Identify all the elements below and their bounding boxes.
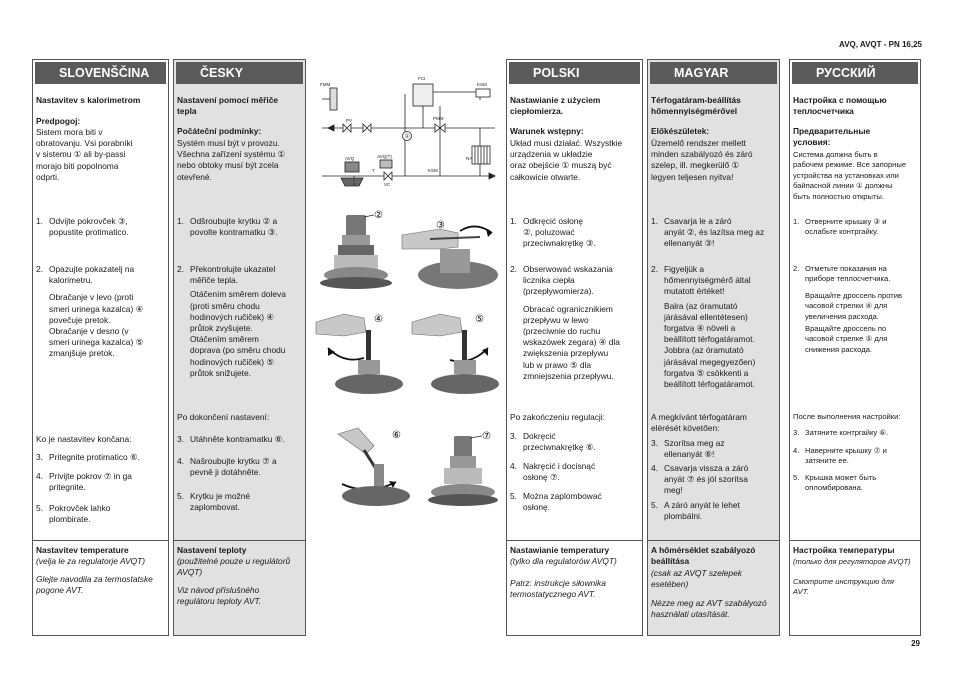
step-1: 1. Отверните крышку ③ и ослабьте контргайку. <box>793 217 887 237</box>
bottom-note: Patrz: instrukcje siłownika termostatycznego AVT. <box>510 578 606 600</box>
photo-label-5: ⑤ <box>475 314 484 325</box>
step-4: 4. Privijte pokrov ⑦ in ga pritegnite. <box>36 471 132 493</box>
precondition-title: Predpogoj: <box>36 116 81 126</box>
column-title: РУССКИЙ <box>792 62 918 84</box>
bottom-subtitle: (только для регуляторов AVQT) <box>793 557 911 566</box>
finish-text: После выполнения настройки: <box>793 412 901 421</box>
precondition-text: Система должна быть в рабочем режиме. Все запорные устройства на установках или байпасной линии ① должны быть полностью открыты. <box>793 150 907 201</box>
photo-label-3: ③ <box>436 220 445 231</box>
section-heading: Térfogatáram-beállítás hőmennyiségmérővel <box>651 95 741 117</box>
diagram-label-avq-t: AVQ(T) <box>377 154 392 159</box>
step-4: 4. Csavarja vissza a záró anyát ⑦ és jól szorítsa meg! <box>651 463 749 496</box>
finish-text: Po zakończeniu regulacji: <box>510 412 605 422</box>
finish-text: Po dokončení nastavení: <box>177 412 270 422</box>
step-5: 5. Krytku je možné zaplombovat. <box>177 491 251 513</box>
precondition-title: Предварительные условия: <box>793 126 871 148</box>
step-5: 5. A záró anyát le lehet plombálni. <box>651 500 740 522</box>
section-heading: Nastawianie z użyciem ciepłomierza. <box>510 95 601 117</box>
system-schematic <box>310 74 502 196</box>
bottom-section <box>790 540 920 597</box>
diagram-label-t: T <box>372 168 375 173</box>
diagram-label-one: ① <box>404 134 410 140</box>
step-2: 2. Překontrolujte ukazatel měřiče tepla. Otáčením směrem doleva (proti směru chodu hodinových ručiček) ④ průtok zvyšujete. Otáčením směrem doprava (po směru chodu hodinových ručiček) ⑤ průtok snižujete. <box>177 264 286 378</box>
step-3: 3. Pritegnite protimatico ⑥. <box>36 452 140 462</box>
photo-hand-unscrew <box>400 215 500 295</box>
step-1: 1. Odvijte pokrovček ③, popustite protimatico. <box>36 216 129 238</box>
precondition-title: Počáteční podmínky: <box>177 126 262 136</box>
finish-text: Ko je nastavitev končana: <box>36 434 132 444</box>
diagram-label-avq: AVQ <box>345 156 355 161</box>
photo-label-7: ⑦ <box>482 431 491 442</box>
column-title: MAGYAR <box>650 62 777 84</box>
bottom-subtitle: (použitelné pouze u regulátorů AVQT) <box>177 556 291 578</box>
section-heading: Настройка с помощью теплосчетчика <box>793 95 887 117</box>
column-cesky <box>173 59 306 636</box>
step-5: 5. Można zaplombować osłonę. <box>510 491 602 513</box>
diagram-label-ksm: KSM <box>477 82 487 87</box>
page-header: AVQ, AVQT - PN 16,25 <box>839 40 922 49</box>
step-2: 2. Opazujte pokazatelj na kalorimetru. Obračanje v levo (proti smeri urinega kazalca) ④ povečuje pretok. Obračanje v desno (v smeri urinega kazalca) ⑤ zmanjšuje pretok. <box>36 264 144 359</box>
bottom-title: Настройка температуры <box>793 545 895 555</box>
column-slovenscina <box>32 59 169 636</box>
step-4: 4. Nakręcić i docisnąć osłonę ⑦. <box>510 461 596 483</box>
bottom-section <box>507 540 642 600</box>
bottom-subtitle: (csak az AVQT szelepek esetében) <box>651 568 742 590</box>
column-title: SLOVENŠČINA <box>35 62 166 84</box>
column-polski <box>506 59 643 636</box>
step-4: 4. Našroubujte krytku ⑦ a pevně ji dotáhněte. <box>177 456 277 478</box>
diagram-label-ra: RA <box>466 156 473 161</box>
step-5: 5. Pokrovček lahko plombirate. <box>36 503 111 525</box>
column-title: ČESKY <box>176 62 303 84</box>
bottom-title: Nastawianie temperatury <box>510 545 610 555</box>
column-title: POLSKI <box>509 62 640 84</box>
bottom-subtitle: (velja le za regulatorje AVQT) <box>36 556 146 566</box>
precondition-text: Układ musi działać. Wszystkie urządzenia w układzie oraz obejście ① muszą być całkowicie otwarte. <box>510 138 623 182</box>
bottom-title: Nastavení teploty <box>177 545 247 555</box>
column-magyar <box>647 59 780 636</box>
step-1: 1. Csavarja le a záró anyát ②, és lazítsa meg az ellenanyát ③! <box>651 216 765 249</box>
photo-label-2: ② <box>374 210 383 221</box>
photo-valve-cap <box>318 205 396 293</box>
step-3: 3. Utáhněte kontramatku ⑥. <box>177 434 285 444</box>
step-3: 3. Затяните контргайку ⑥. <box>793 428 889 437</box>
step-3: 3. Dokręcić przeciwnakrętkę ⑥. <box>510 431 596 453</box>
bottom-title: A hőmérséklet szabályozó beállítása <box>651 545 756 567</box>
photo-label-6: ⑥ <box>392 430 401 441</box>
photo-turn-left <box>314 308 404 398</box>
step-1: 1. Odkręcić osłonę ②, poluzować przeciwnakrętkę ③. <box>510 216 596 249</box>
step-5: 5. Крышка может быть опломбирована. <box>793 473 877 493</box>
diagram-label-pv: PV <box>346 118 353 123</box>
diagram-label-ksm-2: KSM <box>428 168 438 173</box>
precondition-text: Üzemelő rendszer mellett minden szabályozó és záró szelep, ill. megkerülő ① legyen teljesen nyitva! <box>651 138 753 182</box>
step-4: 4. Наверните крышку ⑦ и затяните ее. <box>793 446 887 466</box>
step-2: 2. Obserwować wskazania licznika ciepła (przepływomierza). Obracać ogranicznikiem przepływu w lewo (przeciwnie do ruchu wskazówek zegara) ④ dla zwiększenia przepływu lub w prawo ⑤ dla zmniejszenia przepływu. <box>510 264 620 381</box>
bottom-subtitle: (tylko dla regulatorów AVQT) <box>510 556 617 566</box>
photo-cap-replaced <box>426 424 502 514</box>
bottom-note: Смотрите инструкцию для AVT. <box>793 577 894 597</box>
precondition-title: Warunek wstępny: <box>510 126 584 136</box>
step-3: 3. Szorítsa meg az ellenanyát ⑥! <box>651 438 725 460</box>
bottom-section <box>648 540 779 620</box>
bottom-section <box>33 540 168 596</box>
bottom-title: Nastavitev temperature <box>36 545 129 555</box>
section-heading: Nastavitev s kalorimetrom <box>36 95 141 105</box>
step-2: 2. Figyeljük a hőmennyiségmérő által mutatott értéket! Balra (az óramutató járásával ellentétesen) forgatva ④ növeli a beállított térfogatáramot. Jobbra (az óramutató járásával megegyezően) forgatva ⑤ csökkenti a beállított térfogatáramot. <box>651 264 756 390</box>
photo-turn-right <box>410 308 500 398</box>
diagram-label-pmm: PMM <box>433 116 444 121</box>
diagram-label-vc: VC <box>384 182 391 187</box>
diagram-label-fci: FCI <box>418 76 426 81</box>
diagram-label-fmm: FMM <box>320 82 331 87</box>
column-russkiy <box>789 59 921 636</box>
photo-label-4: ④ <box>374 314 383 325</box>
bottom-section <box>174 540 305 607</box>
precondition-text: Systém musí být v provozu. Všechna zařízení systému ① nebo obtoky musí být zcela otevřené. <box>177 138 286 182</box>
precondition-text: Sistem mora biti v obratovanju. Vsi porabniki v sistemu ① ali by-passi morajo biti popolnoma odprti. <box>36 127 133 182</box>
step-1: 1. Odšroubujte krytku ② a povolte kontramatku ③. <box>177 216 278 238</box>
finish-text: A megkívánt térfogatáram elérését követően: <box>651 412 747 434</box>
precondition-title: Előkészületek: <box>651 126 710 136</box>
bottom-note: Viz návod příslušného regulátoru teploty AVT. <box>177 585 262 607</box>
page-number: 29 <box>911 639 920 648</box>
step-2: 2. Отметьте показания на приборе теплосчетчика. Вращайте дроссель против часовой стрелки ④ для увеличения расхода. Вращайте дроссель по часовой стрелке ⑤ для снижения расхода. <box>793 264 903 354</box>
photo-wrench-tighten <box>334 424 414 510</box>
section-heading: Nastavení pomocí měřiče tepla <box>177 95 279 117</box>
bottom-note: Glejte navodila za termostatske pogone AVT. <box>36 574 153 596</box>
bottom-note: Nézze meg az AVT szabályozó használati utasítását. <box>651 598 767 620</box>
